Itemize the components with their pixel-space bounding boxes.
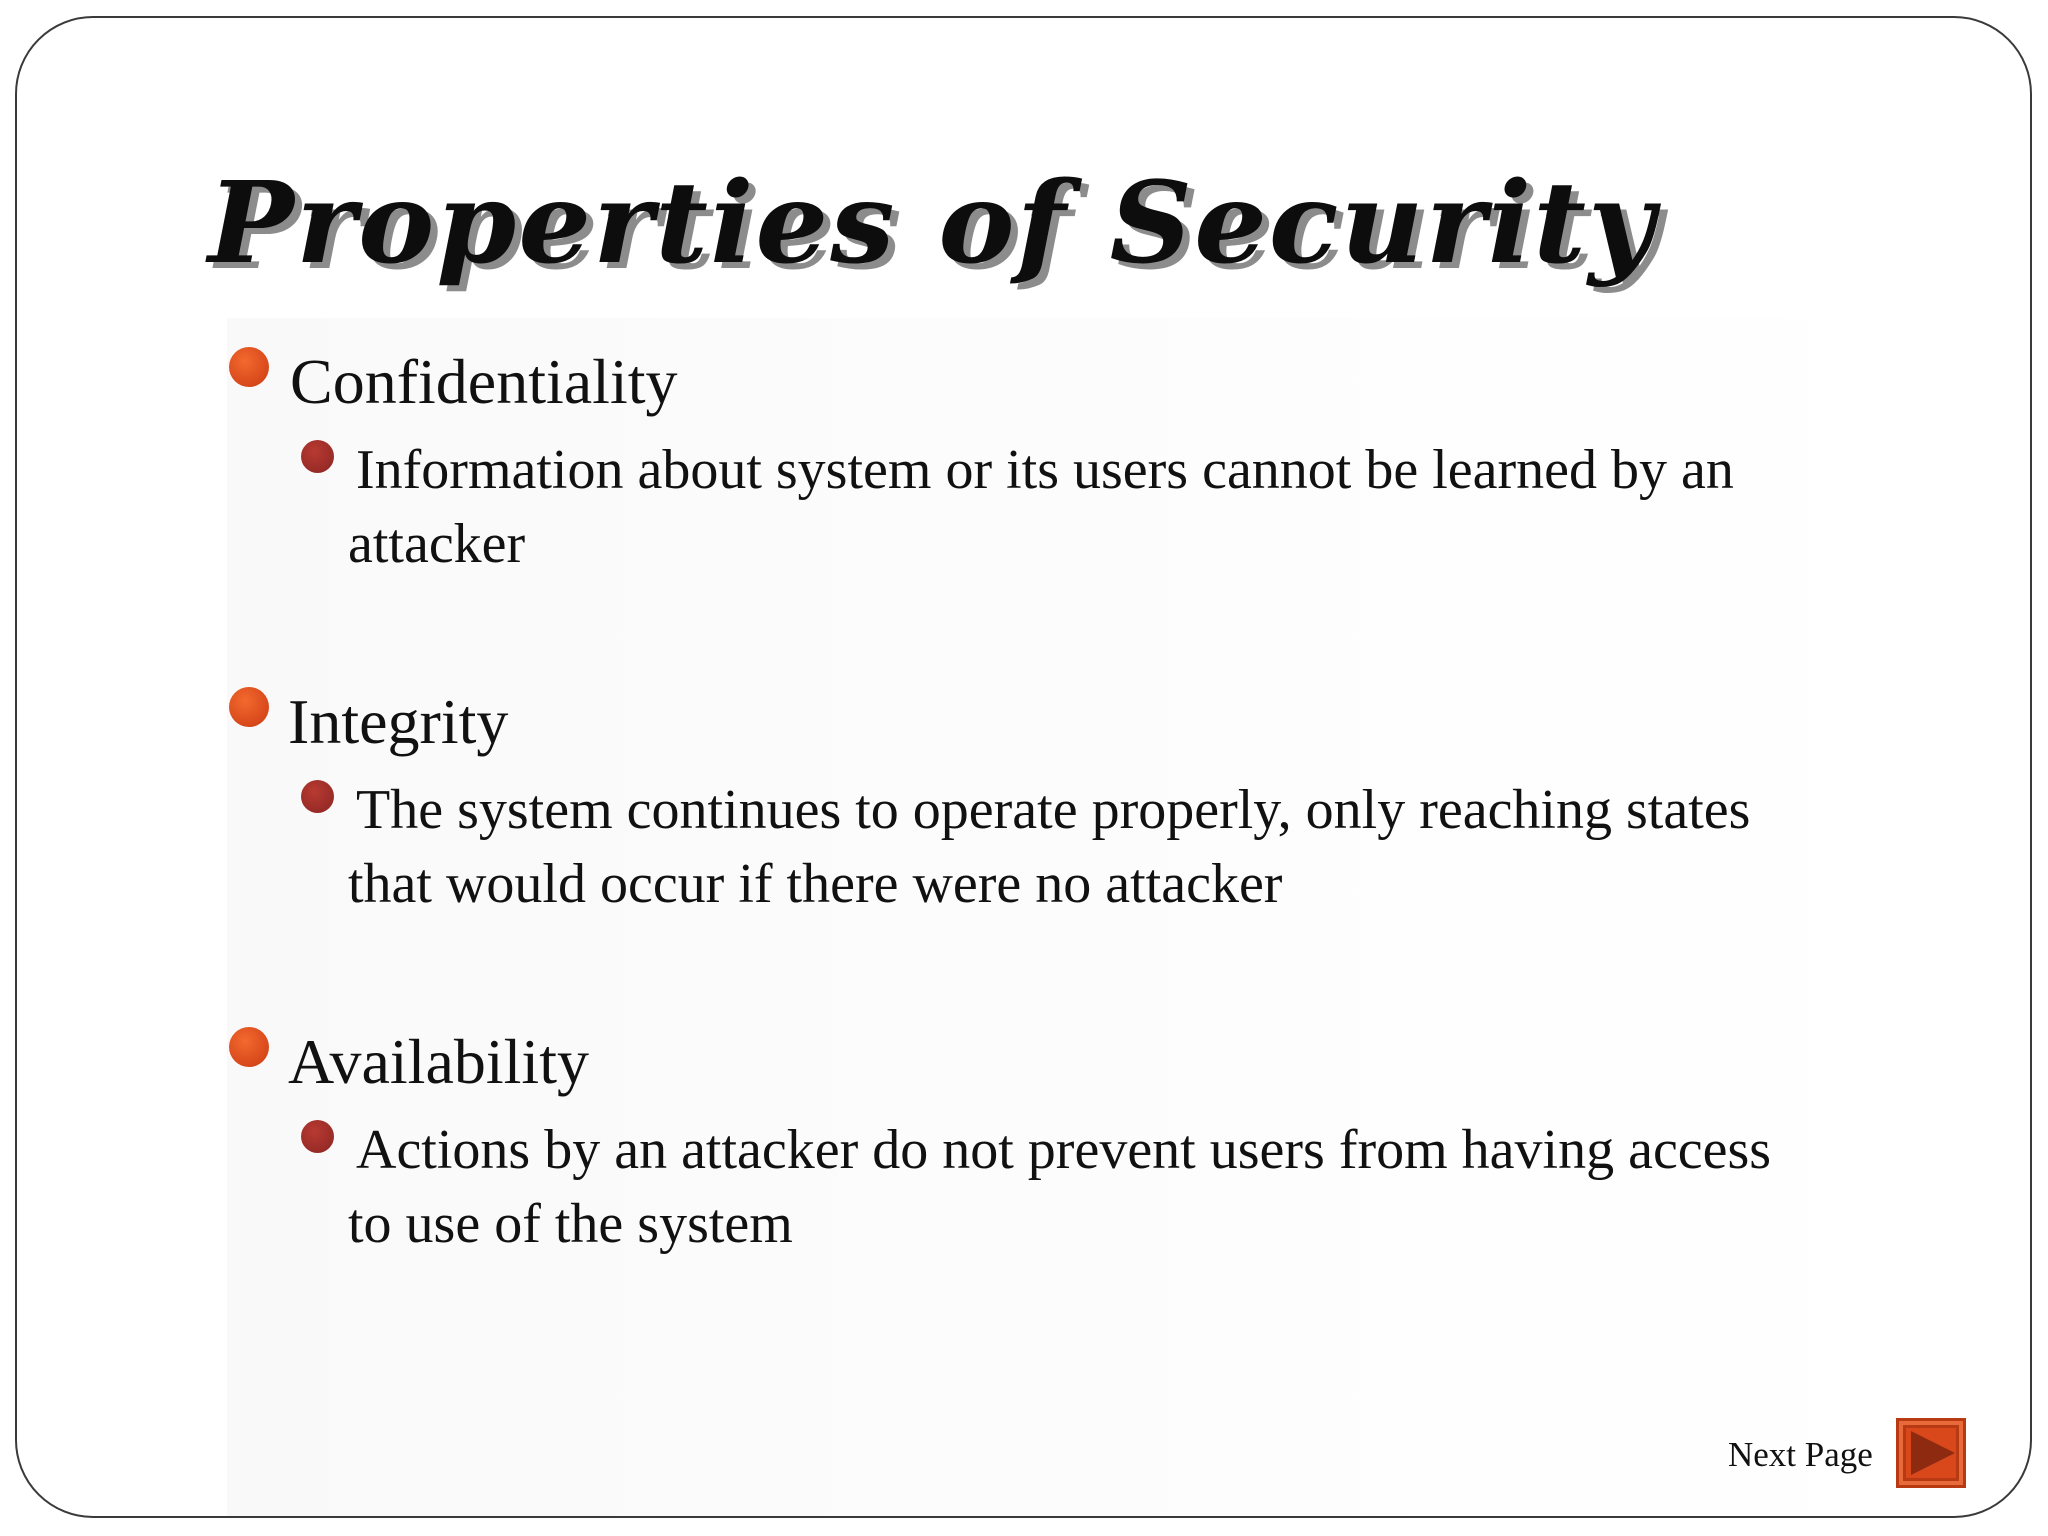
detail-line: Actions by an attacker do not prevent users from having access <box>356 1119 1772 1181</box>
next-page-button[interactable] <box>1896 1418 1966 1488</box>
property-heading-availability: Availability <box>288 1026 589 1097</box>
property-heading-confidentiality: Confidentiality <box>290 346 678 417</box>
detail-line: Information about system or its users cannot be learned by an <box>356 439 1734 501</box>
play-arrow-icon <box>1899 1421 1963 1485</box>
property-detail-availability <box>348 1113 1948 1261</box>
detail-line: The system continues to operate properly, only reaching states <box>356 779 1751 841</box>
sub-bullet-icon <box>301 1120 334 1153</box>
property-heading-integrity: Integrity <box>288 686 509 757</box>
detail-line: attacker <box>348 513 526 575</box>
slide-title: Properties of Security <box>208 158 1657 289</box>
next-page-label[interactable]: Next Page <box>1728 1435 1873 1474</box>
sub-bullet-icon <box>301 440 334 473</box>
detail-line: that would occur if there were no attacker <box>348 853 1283 915</box>
bullet-icon <box>229 687 269 727</box>
bullet-icon <box>229 347 269 387</box>
detail-line: to use of the system <box>348 1193 793 1255</box>
property-detail-integrity <box>348 773 1948 921</box>
bullet-icon <box>229 1027 269 1067</box>
property-detail-confidentiality <box>348 433 1948 581</box>
sub-bullet-icon <box>301 780 334 813</box>
